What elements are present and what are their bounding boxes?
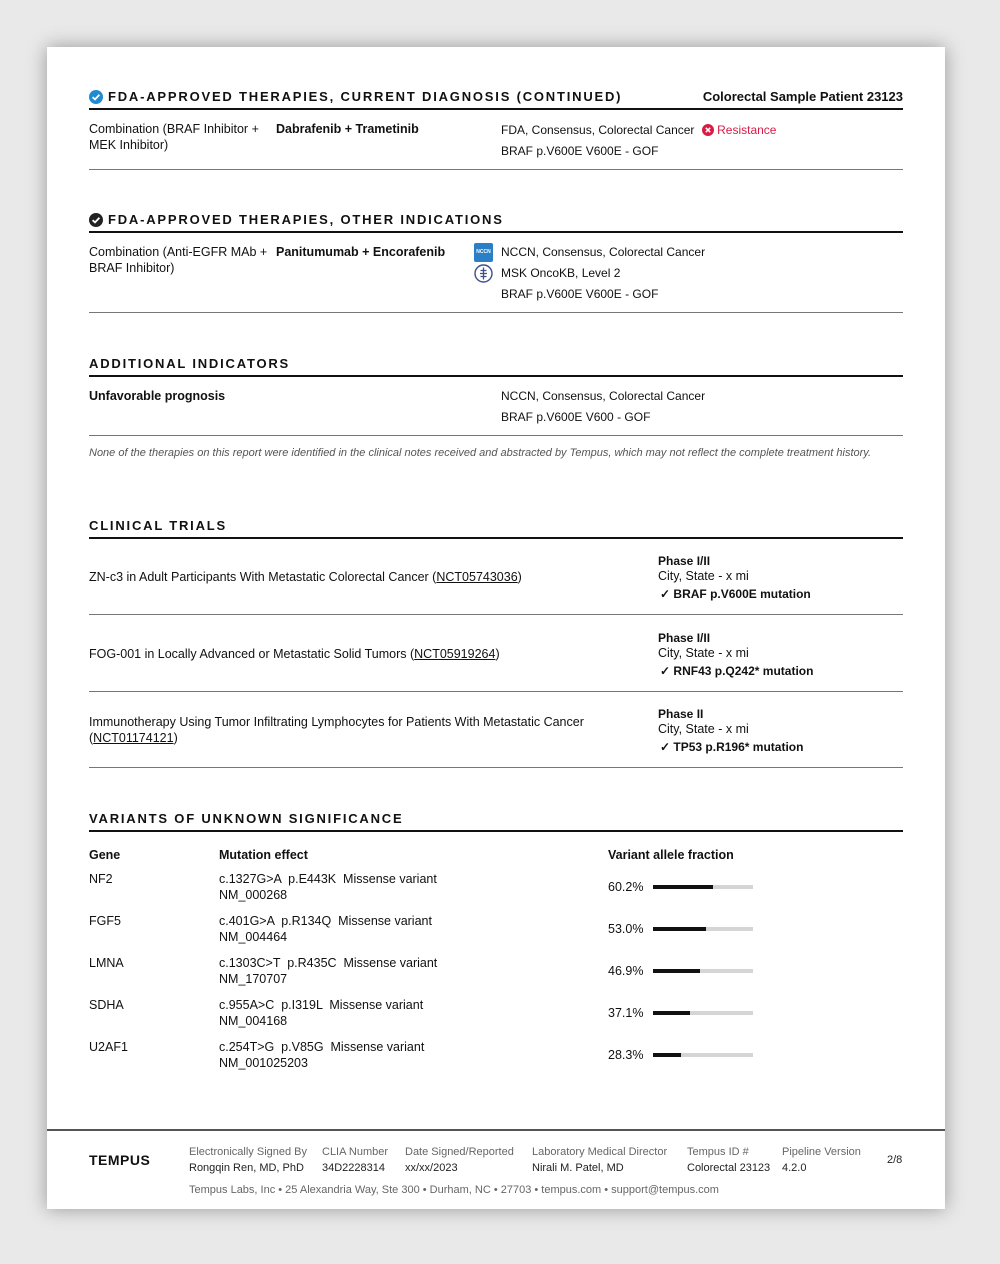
check-circle-icon xyxy=(89,213,103,227)
variant-text: BRAF p.V600E V600E - GOF xyxy=(501,287,659,301)
row-divider xyxy=(89,767,903,768)
vus-gene: FGF5 xyxy=(89,914,121,928)
trial-phase: Phase II xyxy=(658,707,704,721)
indicator-label: Unfavorable prognosis xyxy=(89,389,226,403)
vus-effect: c.1303C>T p.R435C Missense variant xyxy=(219,956,438,970)
trial-name xyxy=(89,569,522,585)
check-icon: ✓ xyxy=(660,587,671,601)
section-rule xyxy=(89,830,903,832)
vus-gene: NF2 xyxy=(89,872,113,886)
trial-location: City, State - x mi xyxy=(658,722,749,736)
footer-date-label: Date Signed/Reported xyxy=(405,1146,514,1158)
vus-effect: c.1327G>A p.E443K Missense variant xyxy=(219,872,437,886)
evidence-source: NCCN, Consensus, Colorectal Cancer xyxy=(501,245,706,259)
therapy-note: None of the therapies on this report were identified in the clinical notes received and abstracted by Tempus, which may not reflect the complete treatment history. xyxy=(89,447,872,459)
verified-check-icon xyxy=(89,90,103,104)
variant-text: BRAF p.V600E V600E - GOF xyxy=(501,144,659,158)
vus-vaf-value: 60.2% xyxy=(608,880,644,894)
vaf-bar-fill xyxy=(653,1011,690,1015)
therapy-drug: Panitumumab + Encorafenib xyxy=(276,245,446,259)
vus-vaf-value: 53.0% xyxy=(608,922,644,936)
nccn-logo-text: NCCN xyxy=(476,249,491,255)
vus-transcript: NM_000268 xyxy=(219,888,288,902)
trial-id-link[interactable]: NCT05919264 xyxy=(414,647,496,661)
row-divider xyxy=(89,169,903,170)
trial-name xyxy=(89,646,500,662)
evidence-source: MSK OncoKB, Level 2 xyxy=(501,266,621,280)
page-number: 2/8 xyxy=(887,1154,903,1166)
report-page xyxy=(47,47,945,1209)
trial-match-label: BRAF p.V600E mutation xyxy=(673,587,811,601)
section-rule xyxy=(89,375,903,377)
section-rule xyxy=(89,231,903,233)
trial-id-link[interactable]: NCT01174121 xyxy=(93,731,174,745)
section-title-clinical-trials: CLINICAL TRIALS xyxy=(89,518,227,533)
therapy-drug: Dabrafenib + Trametinib xyxy=(276,122,419,136)
vus-gene: SDHA xyxy=(89,998,124,1012)
vus-effect: c.254T>G p.V85G Missense variant xyxy=(219,1040,425,1054)
footer-rule xyxy=(47,1129,945,1131)
column-header-vaf: Variant allele fraction xyxy=(608,848,734,862)
vus-transcript: NM_004464 xyxy=(219,930,288,944)
vus-gene: LMNA xyxy=(89,956,124,970)
vus-transcript: NM_001025203 xyxy=(219,1056,308,1070)
row-divider xyxy=(89,691,903,692)
therapy-class: Combination (Anti-EGFR MAb + BRAF Inhibitor) xyxy=(89,245,268,275)
evidence-source: NCCN, Consensus, Colorectal Cancer xyxy=(501,389,706,403)
vus-effect: c.401G>A p.R134Q Missense variant xyxy=(219,914,432,928)
vaf-bar-fill xyxy=(653,927,706,931)
vus-vaf-value: 37.1% xyxy=(608,1006,644,1020)
vaf-bar-fill xyxy=(653,1053,681,1057)
footer-clia-value: 34D2228314 xyxy=(322,1162,386,1174)
trial-location: City, State - x mi xyxy=(658,569,749,583)
footer-clia-label: CLIA Number xyxy=(322,1146,389,1158)
check-icon: ✓ xyxy=(660,664,671,678)
vus-vaf-value: 28.3% xyxy=(608,1048,644,1062)
section-title-fda-other: FDA-APPROVED THERAPIES, OTHER INDICATIONS xyxy=(108,212,504,227)
footer-address: Tempus Labs, Inc • 25 Alexandria Way, Ste 300 • Durham, NC • 27703 • tempus.com • support@tempus.com xyxy=(189,1184,719,1196)
row-divider xyxy=(89,435,903,436)
vus-transcript: NM_004168 xyxy=(219,1014,288,1028)
trial-paren: ( xyxy=(89,731,94,745)
vaf-bar-track xyxy=(653,1053,753,1057)
trial-match xyxy=(660,587,811,601)
footer-director-label: Laboratory Medical Director xyxy=(532,1146,668,1158)
trial-title: FOG-001 in Locally Advanced or Metastatic Solid Tumors ( xyxy=(89,647,415,661)
vus-vaf-value: 46.9% xyxy=(608,964,644,978)
footer-pipeline-label: Pipeline Version xyxy=(782,1146,861,1158)
resistance-label: Resistance xyxy=(717,123,777,137)
vus-effect: c.955A>C p.I319L Missense variant xyxy=(219,998,424,1012)
row-divider xyxy=(89,312,903,313)
column-header-effect: Mutation effect xyxy=(219,848,308,862)
vaf-bar-fill xyxy=(653,969,700,973)
trial-match-label: RNF43 p.Q242* mutation xyxy=(673,664,814,678)
trial-paren: ) xyxy=(173,731,178,745)
therapy-class: Combination (BRAF Inhibitor + MEK Inhibitor) xyxy=(89,122,259,152)
trial-phase: Phase I/II xyxy=(658,554,711,568)
row-divider xyxy=(89,614,903,615)
trial-title: Immunotherapy Using Tumor Infiltrating Lymphocytes for Patients With Metastatic Cancer xyxy=(89,715,584,729)
footer-director-value: Nirali M. Patel, MD xyxy=(532,1162,624,1174)
trial-match xyxy=(660,664,813,678)
variant-text: BRAF p.V600E V600 - GOF xyxy=(501,410,651,424)
footer-signed-value: Rongqin Ren, MD, PhD xyxy=(189,1162,304,1174)
vus-transcript: NM_170707 xyxy=(219,972,288,986)
column-header-gene: Gene xyxy=(89,848,121,862)
vaf-bar-track xyxy=(653,885,753,889)
section-title-additional: ADDITIONAL INDICATORS xyxy=(89,356,291,371)
trial-location: City, State - x mi xyxy=(658,646,749,660)
vaf-bar-track xyxy=(653,1011,753,1015)
section-title-vus: VARIANTS OF UNKNOWN SIGNIFICANCE xyxy=(89,811,404,826)
resistance-icon xyxy=(702,124,714,140)
tempus-logo: TEMPUS xyxy=(89,1152,151,1168)
footer-date-value: xx/xx/2023 xyxy=(405,1162,458,1174)
trial-title: ZN-c3 in Adult Participants With Metastatic Colorectal Cancer ( xyxy=(89,570,437,584)
footer-tempus-id-label: Tempus ID # xyxy=(687,1146,749,1158)
trial-name xyxy=(89,714,634,746)
trial-paren: ) xyxy=(517,570,522,584)
trial-match-label: TP53 p.R196* mutation xyxy=(673,740,804,754)
check-icon: ✓ xyxy=(660,740,671,754)
evidence-text xyxy=(501,122,776,140)
footer-signed-label: Electronically Signed By xyxy=(189,1146,308,1158)
section-rule xyxy=(89,537,903,539)
vus-gene: U2AF1 xyxy=(89,1040,128,1054)
evidence-source: FDA, Consensus, Colorectal Cancer xyxy=(501,123,695,137)
section-rule xyxy=(89,108,903,110)
vaf-bar-track xyxy=(653,969,753,973)
msk-logo-icon xyxy=(474,264,493,283)
patient-name: Colorectal Sample Patient 23123 xyxy=(702,89,903,104)
section-title-fda-current: FDA-APPROVED THERAPIES, CURRENT DIAGNOSIS (CONTINUED) xyxy=(108,89,623,104)
trial-match xyxy=(660,740,803,754)
footer-tempus-id-value: Colorectal 23123 xyxy=(687,1162,771,1174)
trial-paren: ) xyxy=(495,647,500,661)
vaf-bar-fill xyxy=(653,885,713,889)
vaf-bar-track xyxy=(653,927,753,931)
trial-phase: Phase I/II xyxy=(658,631,711,645)
trial-id-link[interactable]: NCT05743036 xyxy=(436,570,518,584)
nccn-logo-icon xyxy=(474,243,493,262)
footer-pipeline-value: 4.2.0 xyxy=(782,1162,807,1174)
